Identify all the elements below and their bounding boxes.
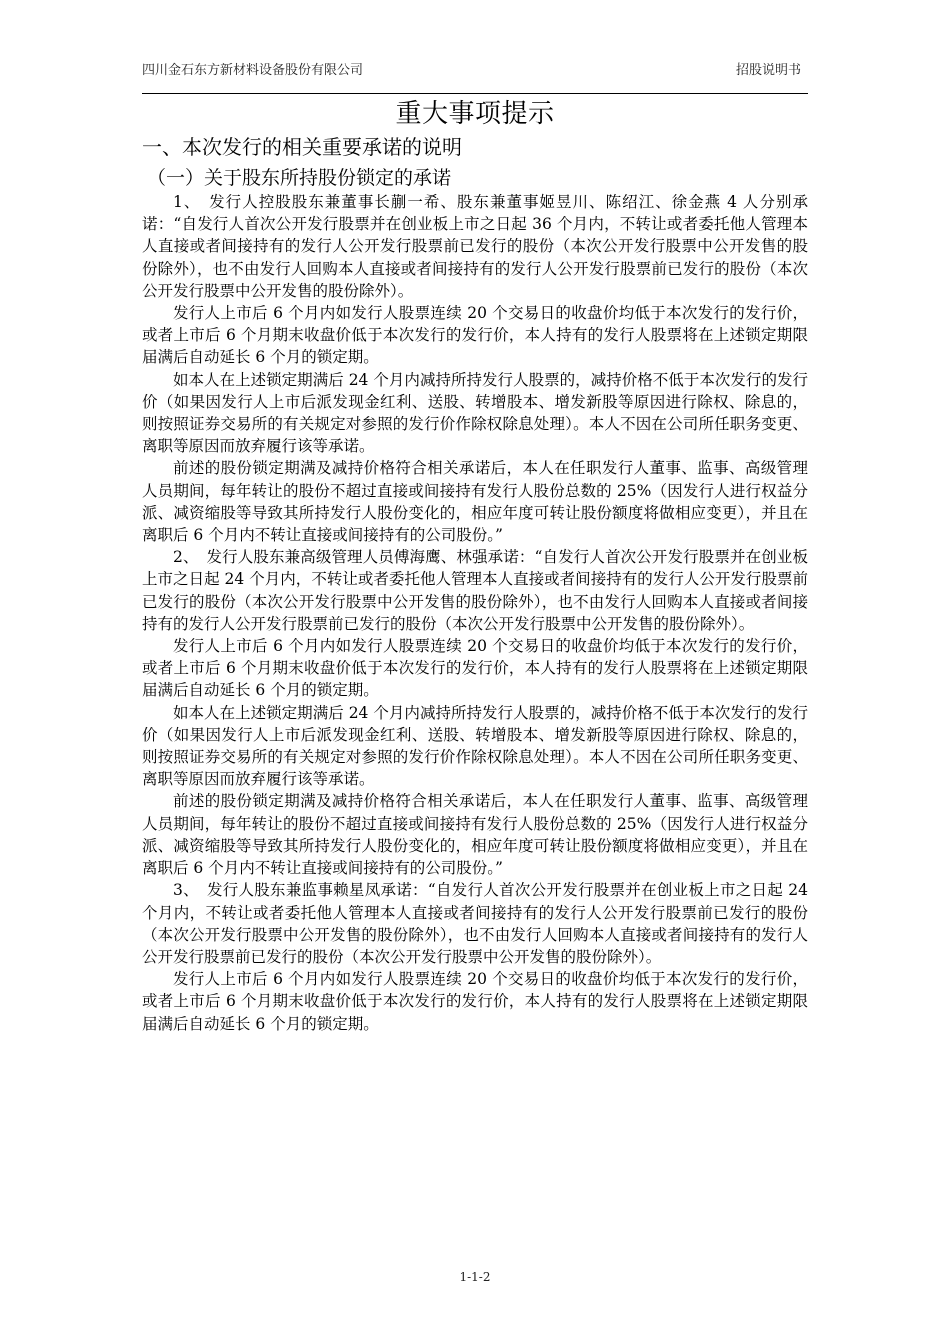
paragraph: 发行人上市后 6 个月内如发行人股票连续 20 个交易日的收盘价均低于本次发行的发行价，或者上市后 6 个月期末收盘价低于本次发行的发行价，本人持有的发行人股票将在上述锁定期限届满后自动延长 6 个月的锁定期。: [142, 637, 808, 700]
section-heading: 一、本次发行的相关重要承诺的说明: [142, 135, 462, 159]
paragraph: 1、 发行人控股股东兼董事长蒯一希、股东兼董事姬昱川、陈绍江、徐金燕 4 人分别承诺：“自发行人首次公开发行股票并在创业板上市之日起 36 个月内，不转让或者委托他人管理本人直接或者间接持有的发行人公开发行股票前已发行的股份（本次公开发行股票中公开发售的股份除外），也不由发行人回购本人直接或者间接持有的发行人公开发行股票前已发行的股份（本次公开发行股票中公开发售的股份除外）。: [142, 193, 808, 300]
paragraph: 2、 发行人股东兼高级管理人员傅海鹰、林强承诺：“自发行人首次公开发行股票并在创业板上市之日起 24 个月内，不转让或者委托他人管理本人直接或者间接持有的发行人公开发行股票前已发行的股份（本次公开发行股票中公开发售的股份除外），也不由发行人回购本人直接或者间接持有的发行人公开发行股票前已发行的股份（本次公开发行股票中公开发售的股份除外）。: [142, 548, 808, 633]
body-text: [142, 191, 808, 1035]
subsection-heading: （一）关于股东所持股份锁定的承诺: [147, 167, 452, 189]
paragraph: 如本人在上述锁定期满后 24 个月内减持所持发行人股票的，减持价格不低于本次发行的发行价（如果因发行人上市后派发现金红利、送股、转增股本、增发新股等原因进行除权、除息的，则按照证券交易所的有关规定对参照的发行价作除权除息处理）。本人不因在公司所任职务变更、离职等原因而放弃履行该等承诺。: [142, 703, 808, 789]
header-company-name: 四川金石东方新材料设备股份有限公司: [142, 63, 364, 78]
paragraph: 前述的股份锁定期满及减持价格符合相关承诺后，本人在任职发行人董事、监事、高级管理人员期间，每年转让的股份不超过直接或间接持有发行人股份总数的 25%（因发行人进行权益分派、减资缩股等导致其所持发行人股份变化的，相应年度可转让股份额度将做相应变更），并且在离职后 6 个月内不转让直接或间接持有的公司股份。”: [142, 792, 808, 878]
paragraph: 发行人上市后 6 个月内如发行人股票连续 20 个交易日的收盘价均低于本次发行的发行价，或者上市后 6 个月期末收盘价低于本次发行的发行价，本人持有的发行人股票将在上述锁定期限届满后自动延长 6 个月的锁定期。: [142, 970, 808, 1033]
paragraph: 如本人在上述锁定期满后 24 个月内减持所持发行人股票的，减持价格不低于本次发行的发行价（如果因发行人上市后派发现金红利、送股、转增股本、增发新股等原因进行除权、除息的，则按照证券交易所的有关规定对参照的发行价作除权除息处理）。本人不因在公司所任职务变更、离职等原因而放弃履行该等承诺。: [142, 370, 808, 456]
header-divider: [142, 93, 808, 94]
paragraph: 发行人上市后 6 个月内如发行人股票连续 20 个交易日的收盘价均低于本次发行的发行价，或者上市后 6 个月期末收盘价低于本次发行的发行价，本人持有的发行人股票将在上述锁定期限届满后自动延长 6 个月的锁定期。: [142, 304, 808, 367]
page-number: 1-1-2: [459, 1270, 491, 1284]
page-title: 重大事项提示: [395, 99, 555, 129]
header-document-type: 招股说明书: [736, 63, 802, 78]
paragraph: 前述的股份锁定期满及减持价格符合相关承诺后，本人在任职发行人董事、监事、高级管理人员期间，每年转让的股份不超过直接或间接持有发行人股份总数的 25%（因发行人进行权益分派、减资缩股等导致其所持发行人股份变化的，相应年度可转让股份额度将做相应变更），并且在离职后 6 个月内不转让直接或间接持有的公司股份。”: [142, 459, 808, 545]
paragraph: 3、 发行人股东兼监事赖星凤承诺：“自发行人首次公开发行股票并在创业板上市之日起 24 个月内，不转让或者委托他人管理本人直接或者间接持有的发行人公开发行股票前已发行的股份（本次公开发行股票中公开发售的股份除外），也不由发行人回购本人直接或者间接持有的发行人公开发行股票前已发行的股份（本次公开发行股票中公开发售的股份除外）。: [142, 881, 808, 966]
